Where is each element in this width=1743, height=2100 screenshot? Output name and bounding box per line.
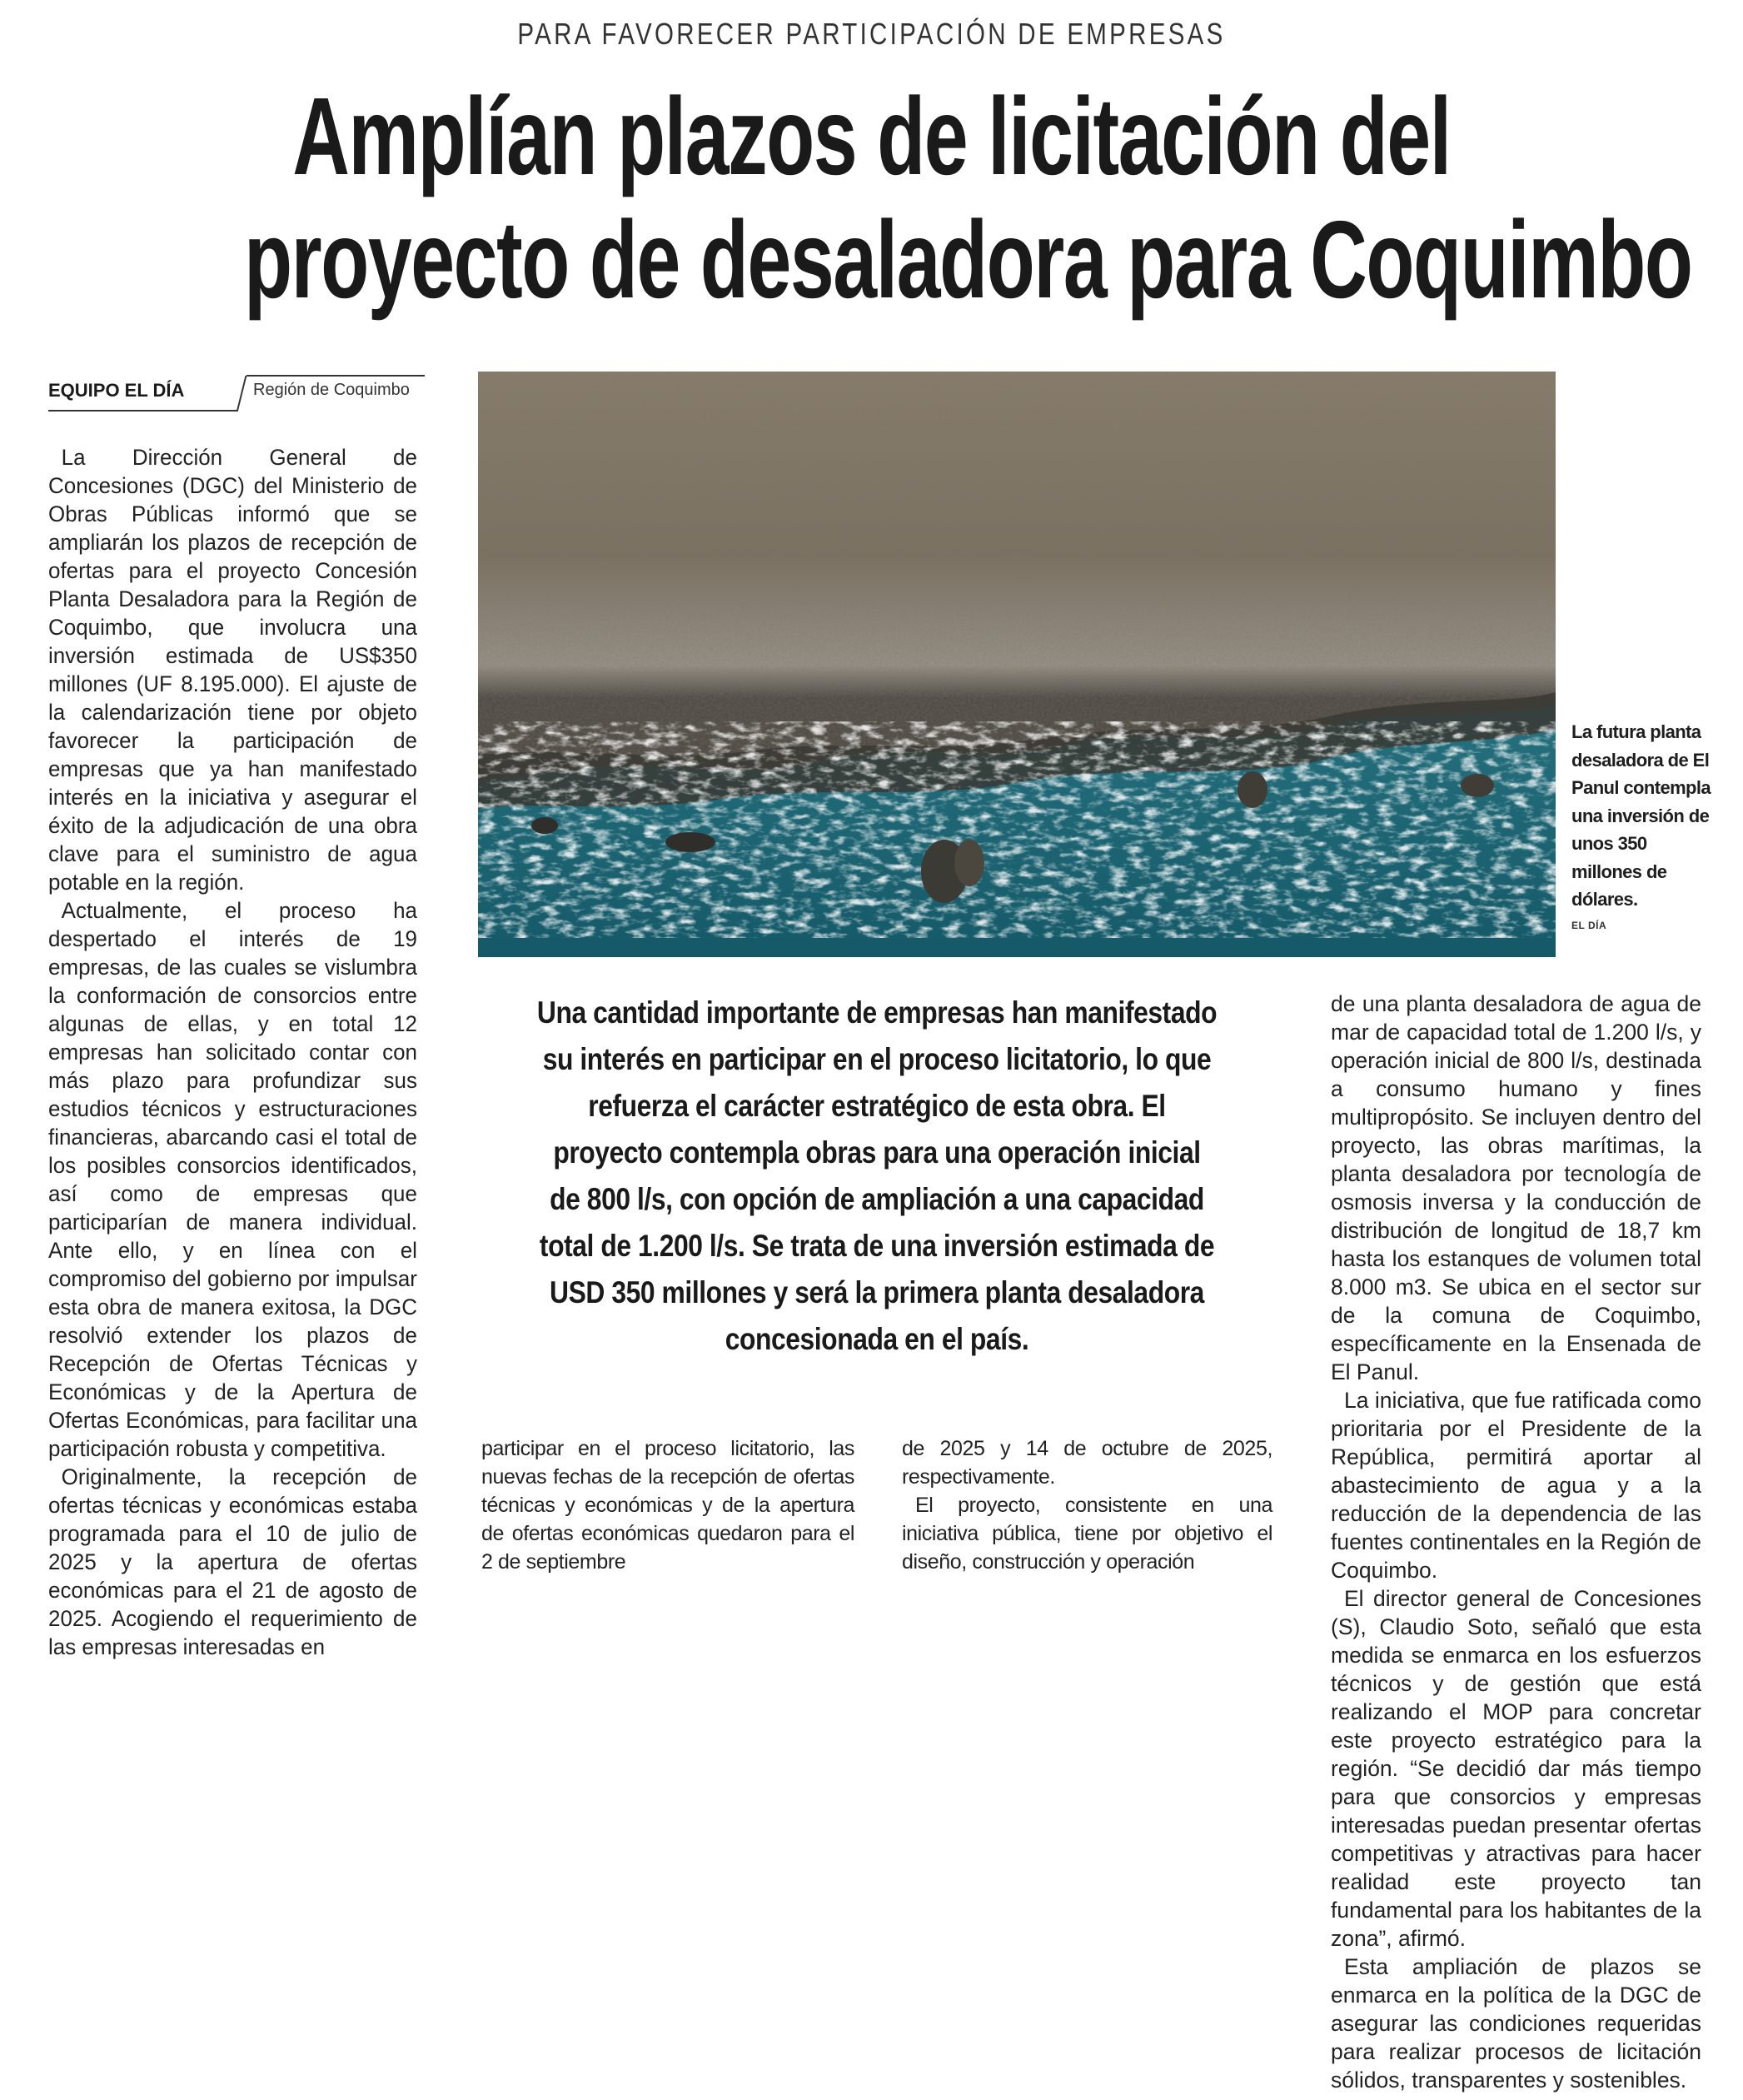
headline-line-1: Amplían plazos de licitación del <box>292 75 1451 197</box>
body-column-1 <box>48 443 417 1661</box>
paragraph: de una planta desaladora de agua de mar de capacidad total de 1.200 l/s, y operación inicial de 800 l/s, destinada a consumo humano y fines multipropósito. Se incluyen dentro del proyecto, las obras marítimas, la planta desaladora por tecnología de osmosis inversa y la conducción de distribución de longitud de 18,7 km hasta los estanques de volumen total 8.000 m3. Se ubica en el sector sur de la comuna de Coquimbo, específicamente en la Ensenada de El Panul. <box>1331 991 1701 1384</box>
byline-rule-bottom <box>48 410 238 412</box>
paragraph: La iniciativa, que fue ratificada como prioritaria por el Presidente de la República, permitirá aportar al abastecimiento de agua y a la reducción de la dependencia de las fuentes continentales en la Región de Coquimbo. <box>1331 1388 1701 1583</box>
aerial-coastline-image <box>478 372 1556 957</box>
body-column-2 <box>481 1434 854 1576</box>
byline <box>48 375 425 412</box>
paragraph: La Dirección General de Concesiones (DGC) del Ministerio de Obras Públicas informó que se ampliarán los plazos de recepción de ofertas para el proyecto Concesión Planta Desaladora para la Región de Coquimbo, que involucra una inversión estimada de US$350 millones (UF 8.195.000). El ajuste de la calendarización tiene por objeto favorecer la participación de empresas que ya han manifestado interés en la iniciativa y asegurar el éxito de la adjudicación de una obra clave para el suministro de agua potable en la región. <box>48 445 417 895</box>
byline-rule-top <box>247 375 425 377</box>
headline-line-2: proyecto de desaladora para Coquimbo <box>244 198 1692 321</box>
pull-quote: Una cantidad importante de empresas han manifestado su interés en participar en el proceso licitatorio, lo que refuerza el carácter estratégico de esta obra. El proyecto contempla obras para una operación inicial de 800 l/s, con opción de ampliación a una capacidad total de 1.200 l/s. Se trata de una inversión estimada de USD 350 millones y será la primera planta desaladora concesionada en el país. <box>536 995 1218 1356</box>
byline-author: EQUIPO EL DÍA <box>48 380 185 401</box>
paragraph: Originalmente, la recepción de ofertas técnicas y económicas estaba programada para el 10 de julio de 2025 y la apertura de ofertas económicas para el 21 de agosto de 2025. Acogiendo el requerimiento de las empresas interesadas en <box>48 1464 417 1659</box>
paragraph: El proyecto, consistente en una iniciativa pública, tiene por objetivo el diseño, construcción y operación <box>902 1494 1272 1574</box>
paragraph: Esta ampliación de plazos se enmarca en la política de la DGC de asegurar las condiciones requeridas para realizar procesos de licitación sólidos, transparentes y sostenibles. <box>1331 1954 1701 2093</box>
paragraph: El director general de Concesiones (S), Claudio Soto, señaló que esta medida se enmarca en los esfuerzos técnicos y de gestión que está realizando el MOP para concretar este proyecto estratégico para la región. “Se decidió dar más tiempo para que consorcios y empresas interesadas puedan presentar ofertas competitivas y atractivas para hacer realidad este proyecto tan fundamental para los habitantes de la zona”, afirmó. <box>1331 1586 1701 1951</box>
headline <box>244 75 1692 322</box>
body-column-4 <box>1331 990 1701 2094</box>
paragraph: participar en el proceso licitatorio, las nuevas fechas de la recepción de ofertas técnicas y económicas y de la apertura de ofertas económicas quedaron para el 2 de septiembre <box>481 1437 854 1574</box>
photo-caption <box>1571 718 1713 934</box>
byline-region: Región de Coquimbo <box>253 381 410 399</box>
paragraph: Actualmente, el proceso ha despertado el interés de 19 empresas, de las cuales se vislumbra la conformación de consorcios entre algunas de ellas, y en total 12 empresas han solicitado contar con más plazo para profundizar sus estudios técnicos y estructuraciones financieras, abarcando casi el total de los posibles consorcios identificados, así como de empresas que participarían de manera individual. Ante ello, y en línea con el compromiso del gobierno por impulsar esta obra de manera exitosa, la DGC resolvió extender los plazos de Recepción de Ofertas Técnicas y Económicas y de la Apertura de Ofertas Económicas, para facilitar una participación robusta y competitiva. <box>48 898 417 1461</box>
paragraph: de 2025 y 14 de octubre de 2025, respectivamente. <box>902 1437 1272 1489</box>
kicker: PARA FAVORECER PARTICIPACIÓN DE EMPRESAS <box>517 17 1226 51</box>
body-column-3 <box>902 1434 1272 1576</box>
photo-caption-text: La futura planta desaladora de El Panul contempla una inversión de unos 350 millones de dólares. <box>1571 721 1711 910</box>
photo-credit: EL DÍA <box>1571 919 1607 931</box>
article-photo <box>478 372 1556 957</box>
byline-slash-divider <box>237 376 247 411</box>
